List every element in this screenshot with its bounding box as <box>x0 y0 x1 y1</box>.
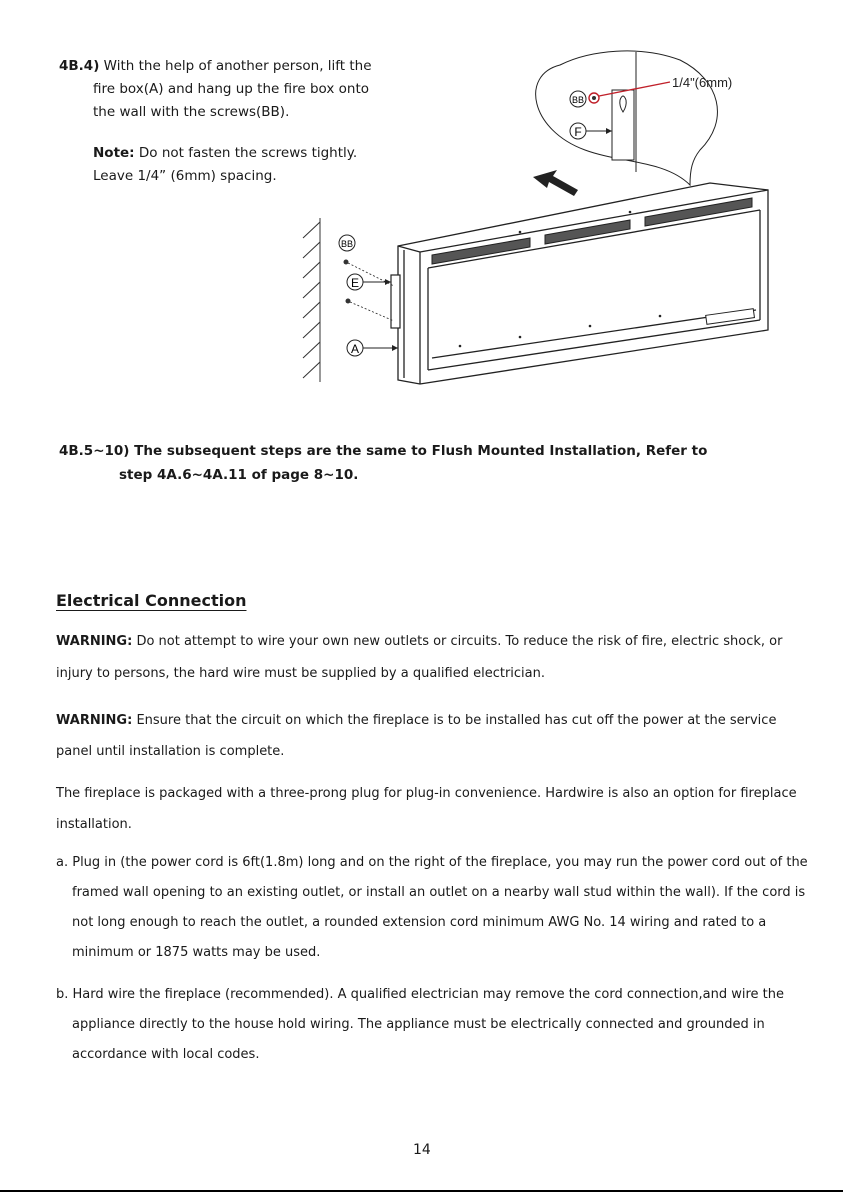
callout-f: F <box>574 125 582 139</box>
warning1-text-2: injury to persons, the hard wire must be supplied by a qualified electrician. <box>56 666 546 681</box>
item-b-line2: appliance directly to the house hold wiring. The appliance must be electrically connected and grounded in <box>72 1017 765 1032</box>
warning1-label: WARNING: <box>56 634 133 649</box>
note-label: Note: <box>93 145 135 161</box>
warning1-text-1: Do not attempt to wire your own new outlets or circuits. To reduce the risk of fire, electric shock, or <box>136 634 783 649</box>
wall-hatching <box>303 218 320 382</box>
page-number: 14 <box>413 1142 431 1158</box>
callout-e: E <box>350 276 360 290</box>
step-4b4-label: 4B.4) <box>59 58 100 74</box>
warning1-line1 <box>56 632 782 652</box>
warning2-line1 <box>56 711 776 731</box>
item-b-line1: b. Hard wire the fireplace (recommended). A qualified electrician may remove the cord connection,and wire the <box>56 987 784 1002</box>
section-title: Electrical Connection <box>56 591 247 610</box>
warning2-label: WARNING: <box>56 713 133 728</box>
item-a-line3: not long enough to reach the outlet, a rounded extension cord minimum AWG No. 14 wiring and rated to a <box>72 915 767 930</box>
spacing-label: 1/4"(6mm) <box>672 75 733 90</box>
step-4b5-line1: 4B.5~10) The subsequent steps are the same to Flush Mounted Installation, Refer to <box>59 443 708 459</box>
callout-bb-detail: BB <box>571 95 585 105</box>
item-a-line1: a. Plug in (the power cord is 6ft(1.8m) long and on the right of the fireplace, you may run the power cord out of the <box>56 855 808 870</box>
item-a-line2: framed wall opening to an existing outlet, or install an outlet on a nearby wall stud within the wall). If the cord is <box>72 885 806 900</box>
intro-line1: The fireplace is packaged with a three-prong plug for plug-in convenience. Hardwire is also an option for fireplace <box>56 786 797 801</box>
step-4b4-text-1: With the help of another person, lift the <box>103 58 372 74</box>
item-a-line4: minimum or 1875 watts may be used. <box>72 945 321 960</box>
bracket <box>391 275 400 328</box>
intro-line2: installation. <box>56 817 132 832</box>
screw-bb-bottom <box>346 299 351 304</box>
callout-bb-left: BB <box>340 239 354 249</box>
warning2-text-2: panel until installation is complete. <box>56 744 285 759</box>
screw-bb-top <box>344 260 349 265</box>
installation-diagram <box>0 0 843 420</box>
detail-bracket <box>612 90 634 160</box>
item-b-line3: accordance with local codes. <box>72 1047 260 1062</box>
warning2-text-1: Ensure that the circuit on which the fireplace is to be installed has cut off the power at the service <box>136 713 777 728</box>
step-4b5-line2: step 4A.6~4A.11 of page 8~10. <box>119 467 359 483</box>
lift-arrow <box>533 170 578 196</box>
note-text-2: Leave 1/4” (6mm) spacing. <box>93 168 277 184</box>
step-4b4-text-2: fire box(A) and hang up the fire box onto <box>93 81 370 97</box>
note-text-1: Do not fasten the screws tightly. <box>138 145 358 161</box>
step-4b4-text-3: the wall with the screws(BB). <box>93 104 290 120</box>
callout-a: A <box>350 342 360 356</box>
